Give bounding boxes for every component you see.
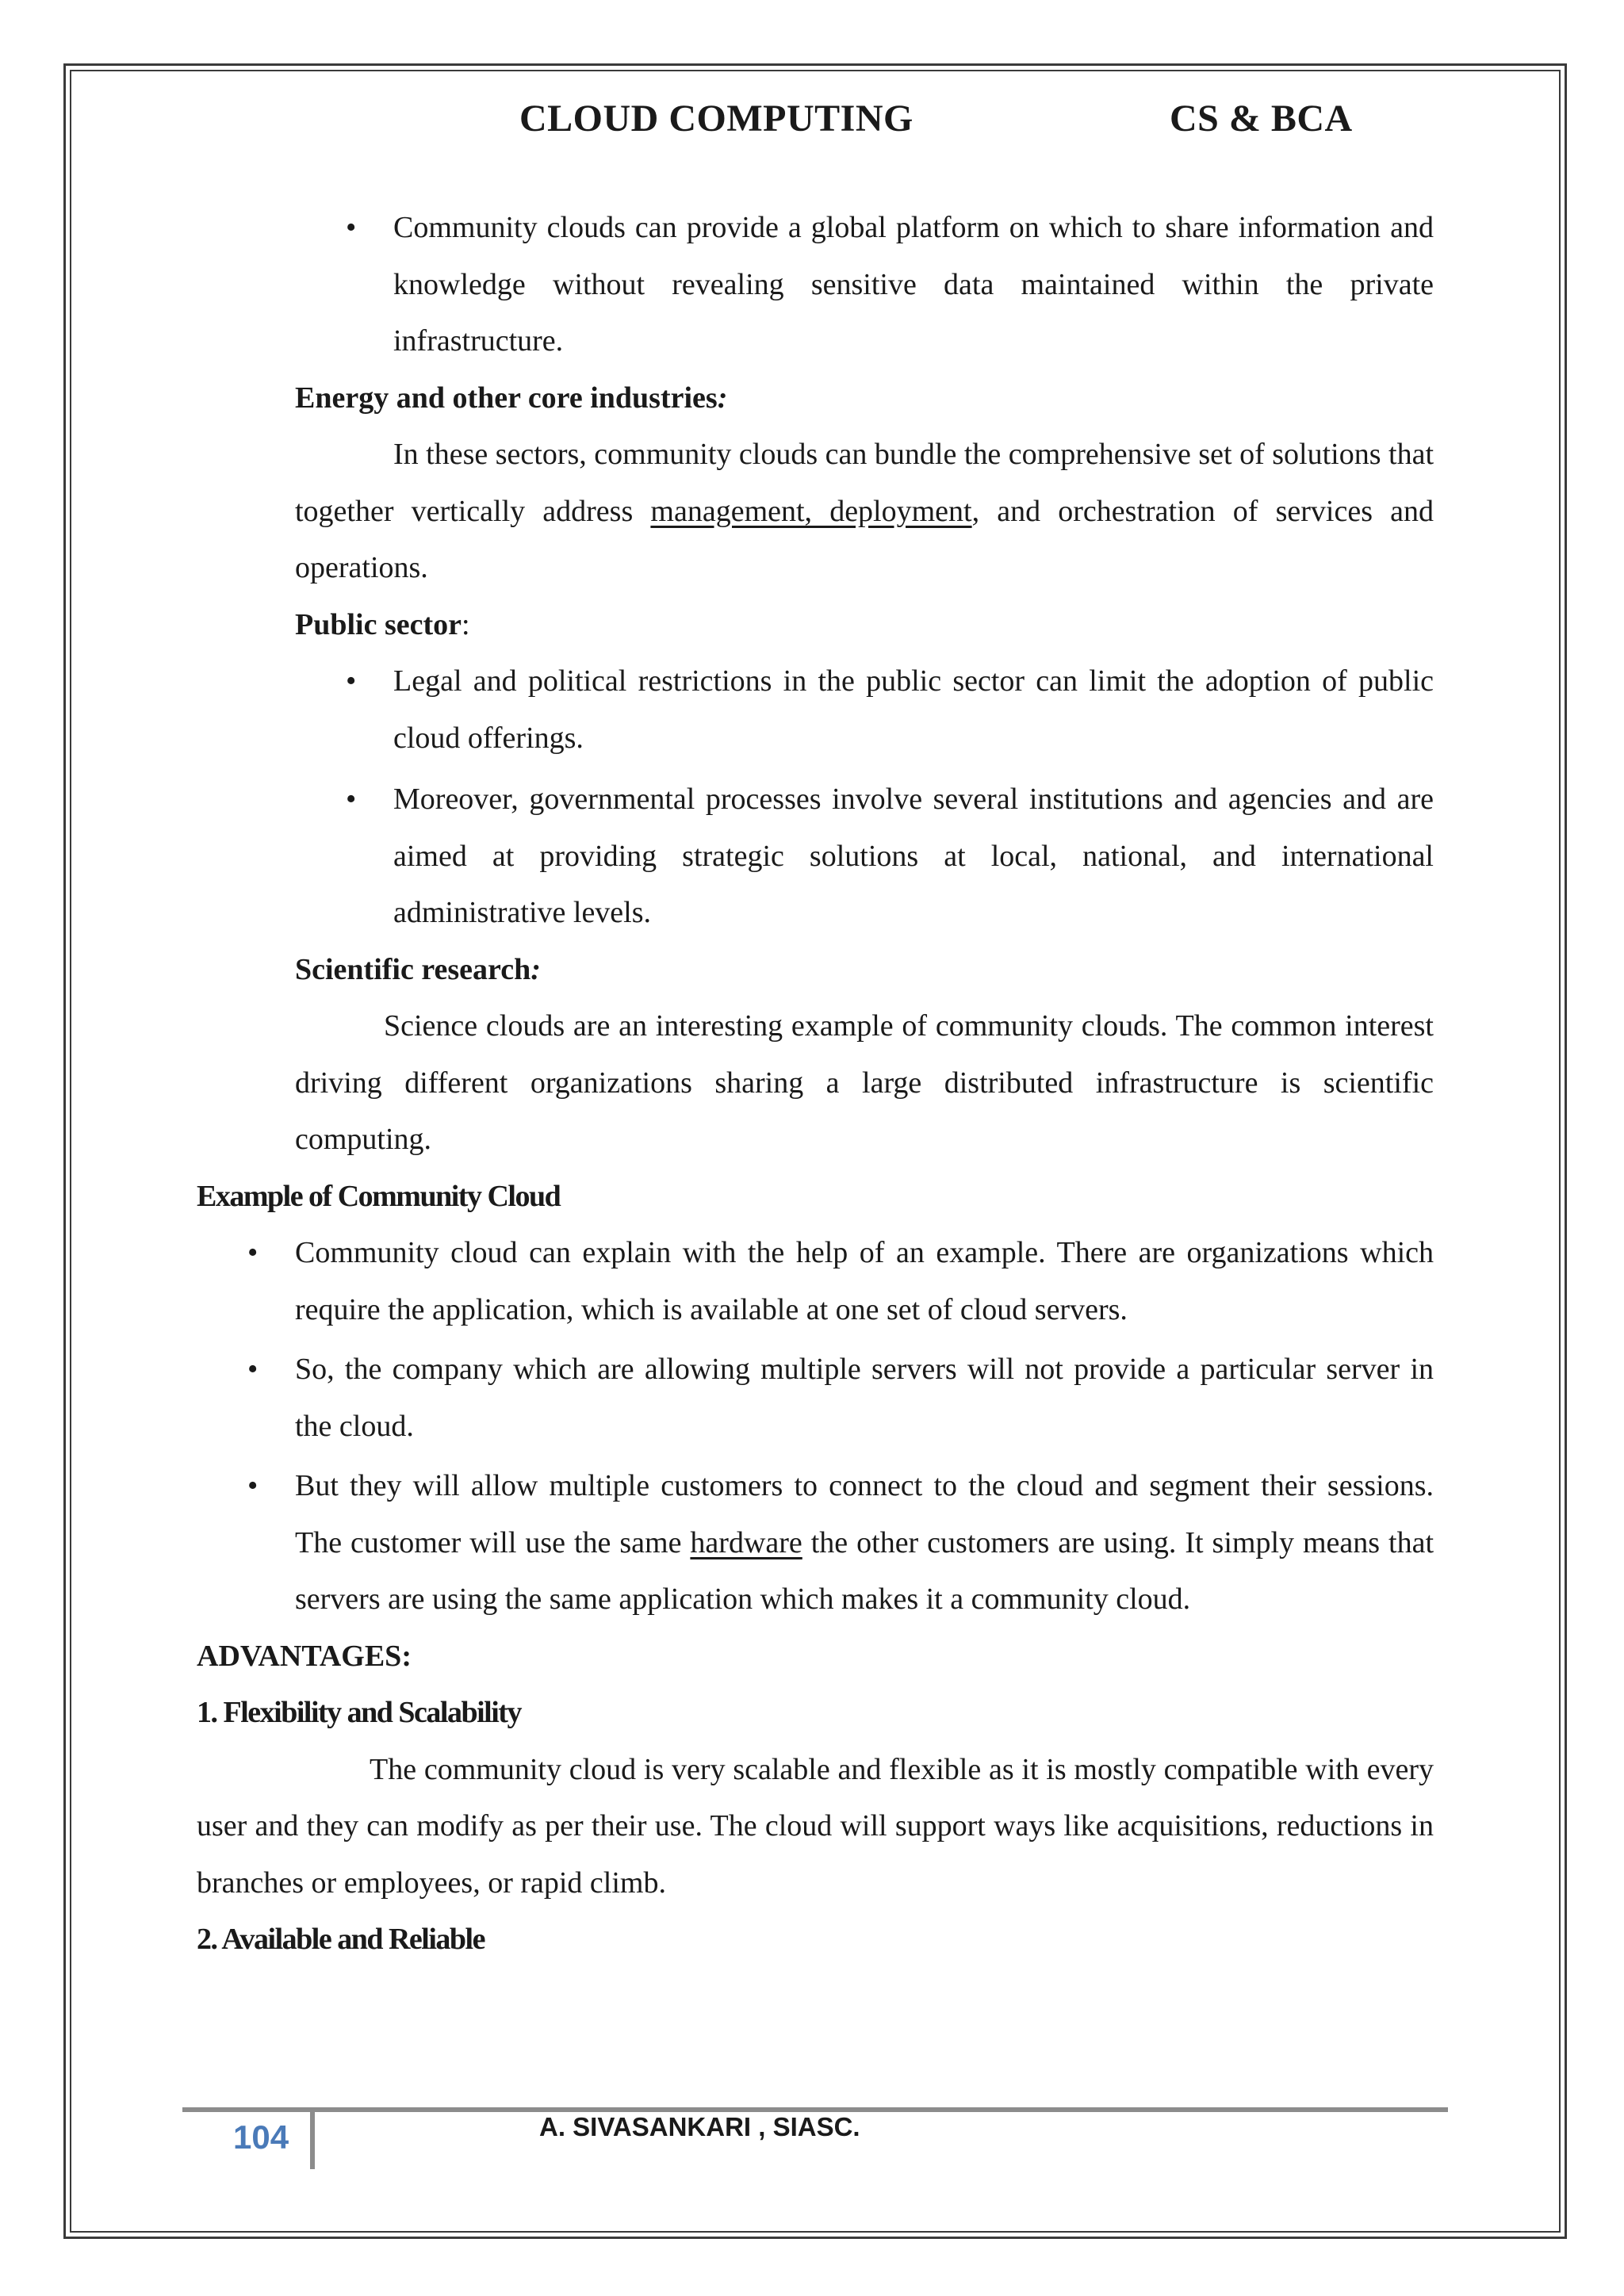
- public-bullet-1: • Legal and political restrictions in the public sector can limit the adoption of public cloud offerings.: [197, 653, 1434, 767]
- science-paragraph: Science clouds are an interesting example of community clouds. The common interest driving different organizations sharing a large distributed infrastructure is scientific computing.: [295, 1009, 1434, 1156]
- example-heading: Example of Community Cloud: [197, 1179, 561, 1213]
- hardware-underlined-text: hardware: [690, 1525, 802, 1559]
- science-heading: Scientific research:: [295, 952, 541, 986]
- advantage-2-heading: 2. Available and Reliable: [197, 1923, 485, 1956]
- energy-underlined-text: management, deployment: [650, 494, 972, 528]
- header-title: CLOUD COMPUTING: [519, 98, 914, 140]
- example-bullet-1: • Community cloud can explain with the help of an example. There are organizations which require the application, which is available at one set of cloud servers.: [197, 1225, 1434, 1338]
- public-bullet-2: • Moreover, governmental processes involve several institutions and agencies and are aimed at providing strategic solutions at local, national, and international administrative levels.: [197, 771, 1434, 942]
- bullet-icon: •: [346, 664, 357, 698]
- energy-paragraph: In these sectors, community clouds can bundle the comprehensive set of solutions that together vertically address management, deployment, and orchestration of services and operations.: [295, 438, 1434, 584]
- advantages-heading: ADVANTAGES:: [197, 1639, 412, 1673]
- bullet-icon: •: [346, 211, 357, 244]
- advantage-1-heading: 1. Flexibility and Scalability: [197, 1696, 521, 1729]
- intro-bullet-text: Community clouds can provide a global platform on which to share information and knowledge without revealing sensitive data maintained within the private infrastructure.: [393, 211, 1434, 358]
- footer-author: A. SIVASANKARI , SIASC.: [539, 2112, 860, 2141]
- intro-bullet: [197, 200, 1434, 370]
- example-bullet-3: • But they will allow multiple customers to connect to the cloud and segment their sessions. The customer will use the same hardware the other customers are using. It simply means that servers are using the same application which makes it a community cloud.: [197, 1458, 1434, 1628]
- bullet-icon: •: [247, 1469, 259, 1502]
- bullet-icon: •: [247, 1353, 259, 1386]
- page-content: [197, 200, 1434, 1969]
- bullet-icon: •: [346, 783, 357, 816]
- footer-divider: [310, 2110, 315, 2169]
- advantage-1-paragraph: The community cloud is very scalable and flexible as it is mostly compatible with every user and they can modify as per their use. The cloud will support ways like acquisitions, reductions in branches or employees, or rapid climb.: [197, 1752, 1434, 1900]
- energy-heading: Energy and other core industries:: [295, 381, 728, 415]
- public-heading: Public sector:: [295, 607, 470, 641]
- example-bullet-2: • So, the company which are allowing multiple servers will not provide a particular server in the cloud.: [197, 1341, 1434, 1455]
- header-dept: CS & BCA: [1170, 98, 1353, 140]
- bullet-icon: •: [247, 1236, 259, 1269]
- page-number: 104: [233, 2118, 289, 2156]
